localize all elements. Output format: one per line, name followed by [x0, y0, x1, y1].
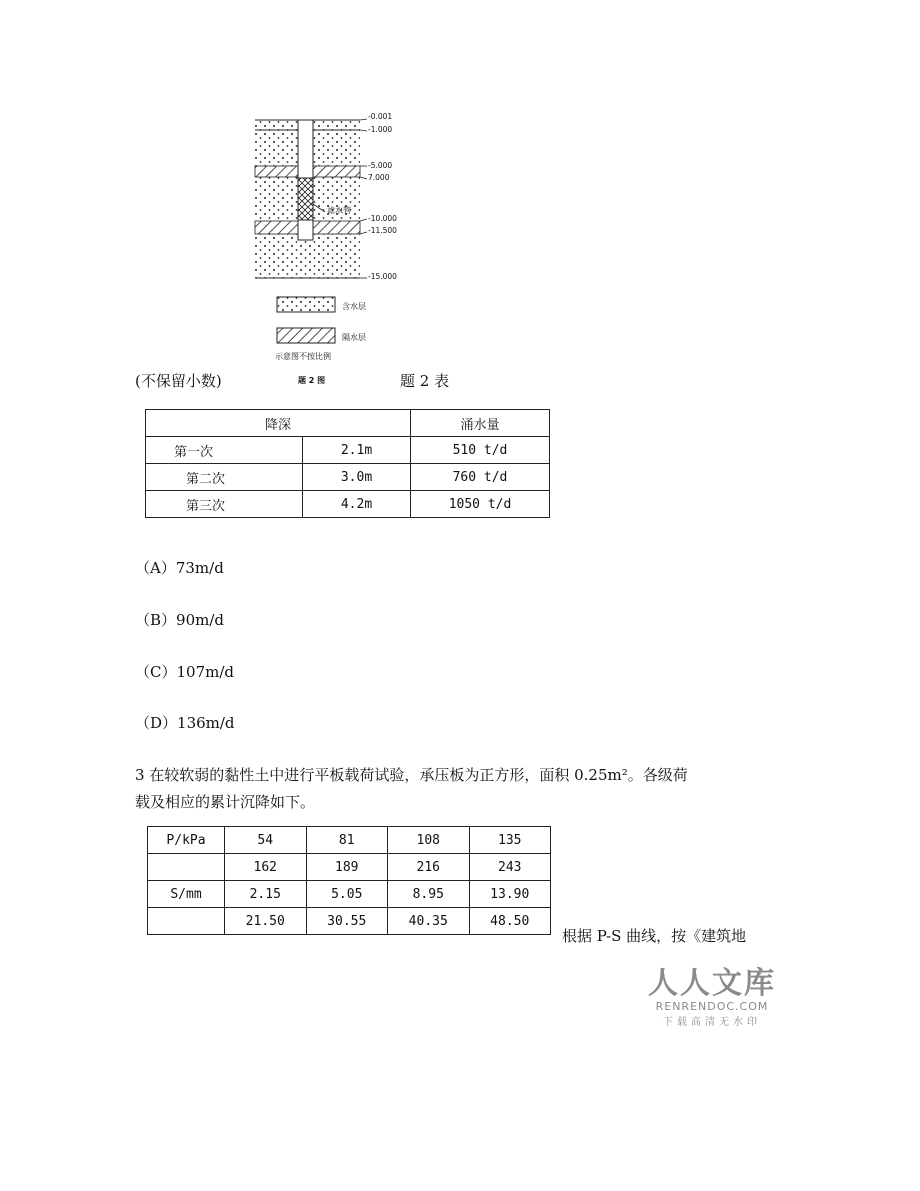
load-cell: 54	[225, 827, 307, 854]
load-settlement-table	[147, 826, 551, 935]
depth-label: -5.000	[368, 161, 393, 170]
legend-aquifer-swatch	[277, 297, 335, 312]
table-2-title: 题 2 表	[400, 372, 450, 390]
table-row	[146, 437, 550, 464]
settlement-cell: 21.50	[225, 908, 307, 935]
no-decimal-note: (不保留小数)	[135, 372, 222, 390]
depth-label: -1.000	[368, 125, 393, 134]
depth-label: -15.000	[368, 272, 397, 281]
discharge-cell: 1050 t/d	[411, 491, 550, 518]
load-cell: 243	[469, 854, 551, 881]
table-row	[146, 491, 550, 518]
settlement-cell: 48.50	[469, 908, 551, 935]
watermark-url: RENRENDOC.COM	[655, 1000, 769, 1013]
question-3-line-1: 3 在较软弱的黏性土中进行平板载荷试验，承压板为正方形，面积 0.25m²。各级荷	[135, 766, 688, 784]
drawdown-cell: 4.2m	[303, 491, 411, 518]
depth-label: -11.500	[368, 226, 397, 235]
settlement-cell: 40.35	[388, 908, 470, 935]
settlement-cell: 5.05	[306, 881, 388, 908]
filter-pipe	[298, 178, 313, 220]
depth-label: -0.001	[368, 112, 393, 121]
table-row	[146, 464, 550, 491]
discharge-cell: 760 t/d	[411, 464, 550, 491]
well-diagram	[245, 108, 415, 363]
table-row	[148, 881, 551, 908]
figure-caption: 题 2 图	[298, 376, 326, 385]
settlement-cell: 30.55	[306, 908, 388, 935]
header-discharge: 涌水量	[411, 410, 550, 437]
question-3-line-2: 载及相应的累计沉降如下。	[135, 793, 316, 811]
load-cell: 108	[388, 827, 470, 854]
row-label	[148, 908, 225, 935]
load-cell: 135	[469, 827, 551, 854]
discharge-cell: 510 t/d	[411, 437, 550, 464]
watermark-slogan: 下载高清无水印	[663, 1017, 761, 1028]
well-diagram-svg	[245, 108, 415, 363]
pumping-test-table	[145, 409, 550, 518]
load-cell: 162	[225, 854, 307, 881]
table-header-row	[146, 410, 550, 437]
drawdown-cell: 2.1m	[303, 437, 411, 464]
row-label: 第二次	[146, 464, 303, 491]
load-cell: 81	[306, 827, 388, 854]
load-cell: 189	[306, 854, 388, 881]
row-label: 第一次	[146, 437, 303, 464]
option-c: （C）107m/d	[135, 663, 234, 681]
settlement-cell: 8.95	[388, 881, 470, 908]
filter-pipe-label: 滤水管	[327, 206, 351, 215]
depth-label: 7.000	[368, 173, 390, 182]
drawdown-cell: 3.0m	[303, 464, 411, 491]
table-row	[148, 854, 551, 881]
legend-aquitard-label: 隔水层	[342, 333, 366, 342]
row-label: P/kPa	[148, 827, 225, 854]
row-label	[148, 854, 225, 881]
option-b: （B）90m/d	[135, 611, 224, 629]
watermark-brand: 人人文库	[648, 966, 776, 1001]
header-drawdown: 降深	[146, 410, 411, 437]
watermark	[648, 958, 776, 1028]
option-a: （A）73m/d	[135, 559, 224, 577]
depth-label: -10.000	[368, 214, 397, 223]
row-label: S/mm	[148, 881, 225, 908]
settlement-cell: 13.90	[469, 881, 551, 908]
legend-aquitard-swatch	[277, 328, 335, 343]
settlement-cell: 2.15	[225, 881, 307, 908]
row-label: 第三次	[146, 491, 303, 518]
question-3-tail: 根据 P-S 曲线，按《建筑地	[562, 927, 747, 945]
figure-note: 示意图不按比例	[275, 352, 331, 361]
table-row	[148, 908, 551, 935]
table-row	[148, 827, 551, 854]
lower-aquifer	[255, 234, 360, 278]
legend-aquifer-label: 含水层	[342, 302, 366, 311]
load-cell: 216	[388, 854, 470, 881]
option-d: （D）136m/d	[135, 714, 235, 732]
